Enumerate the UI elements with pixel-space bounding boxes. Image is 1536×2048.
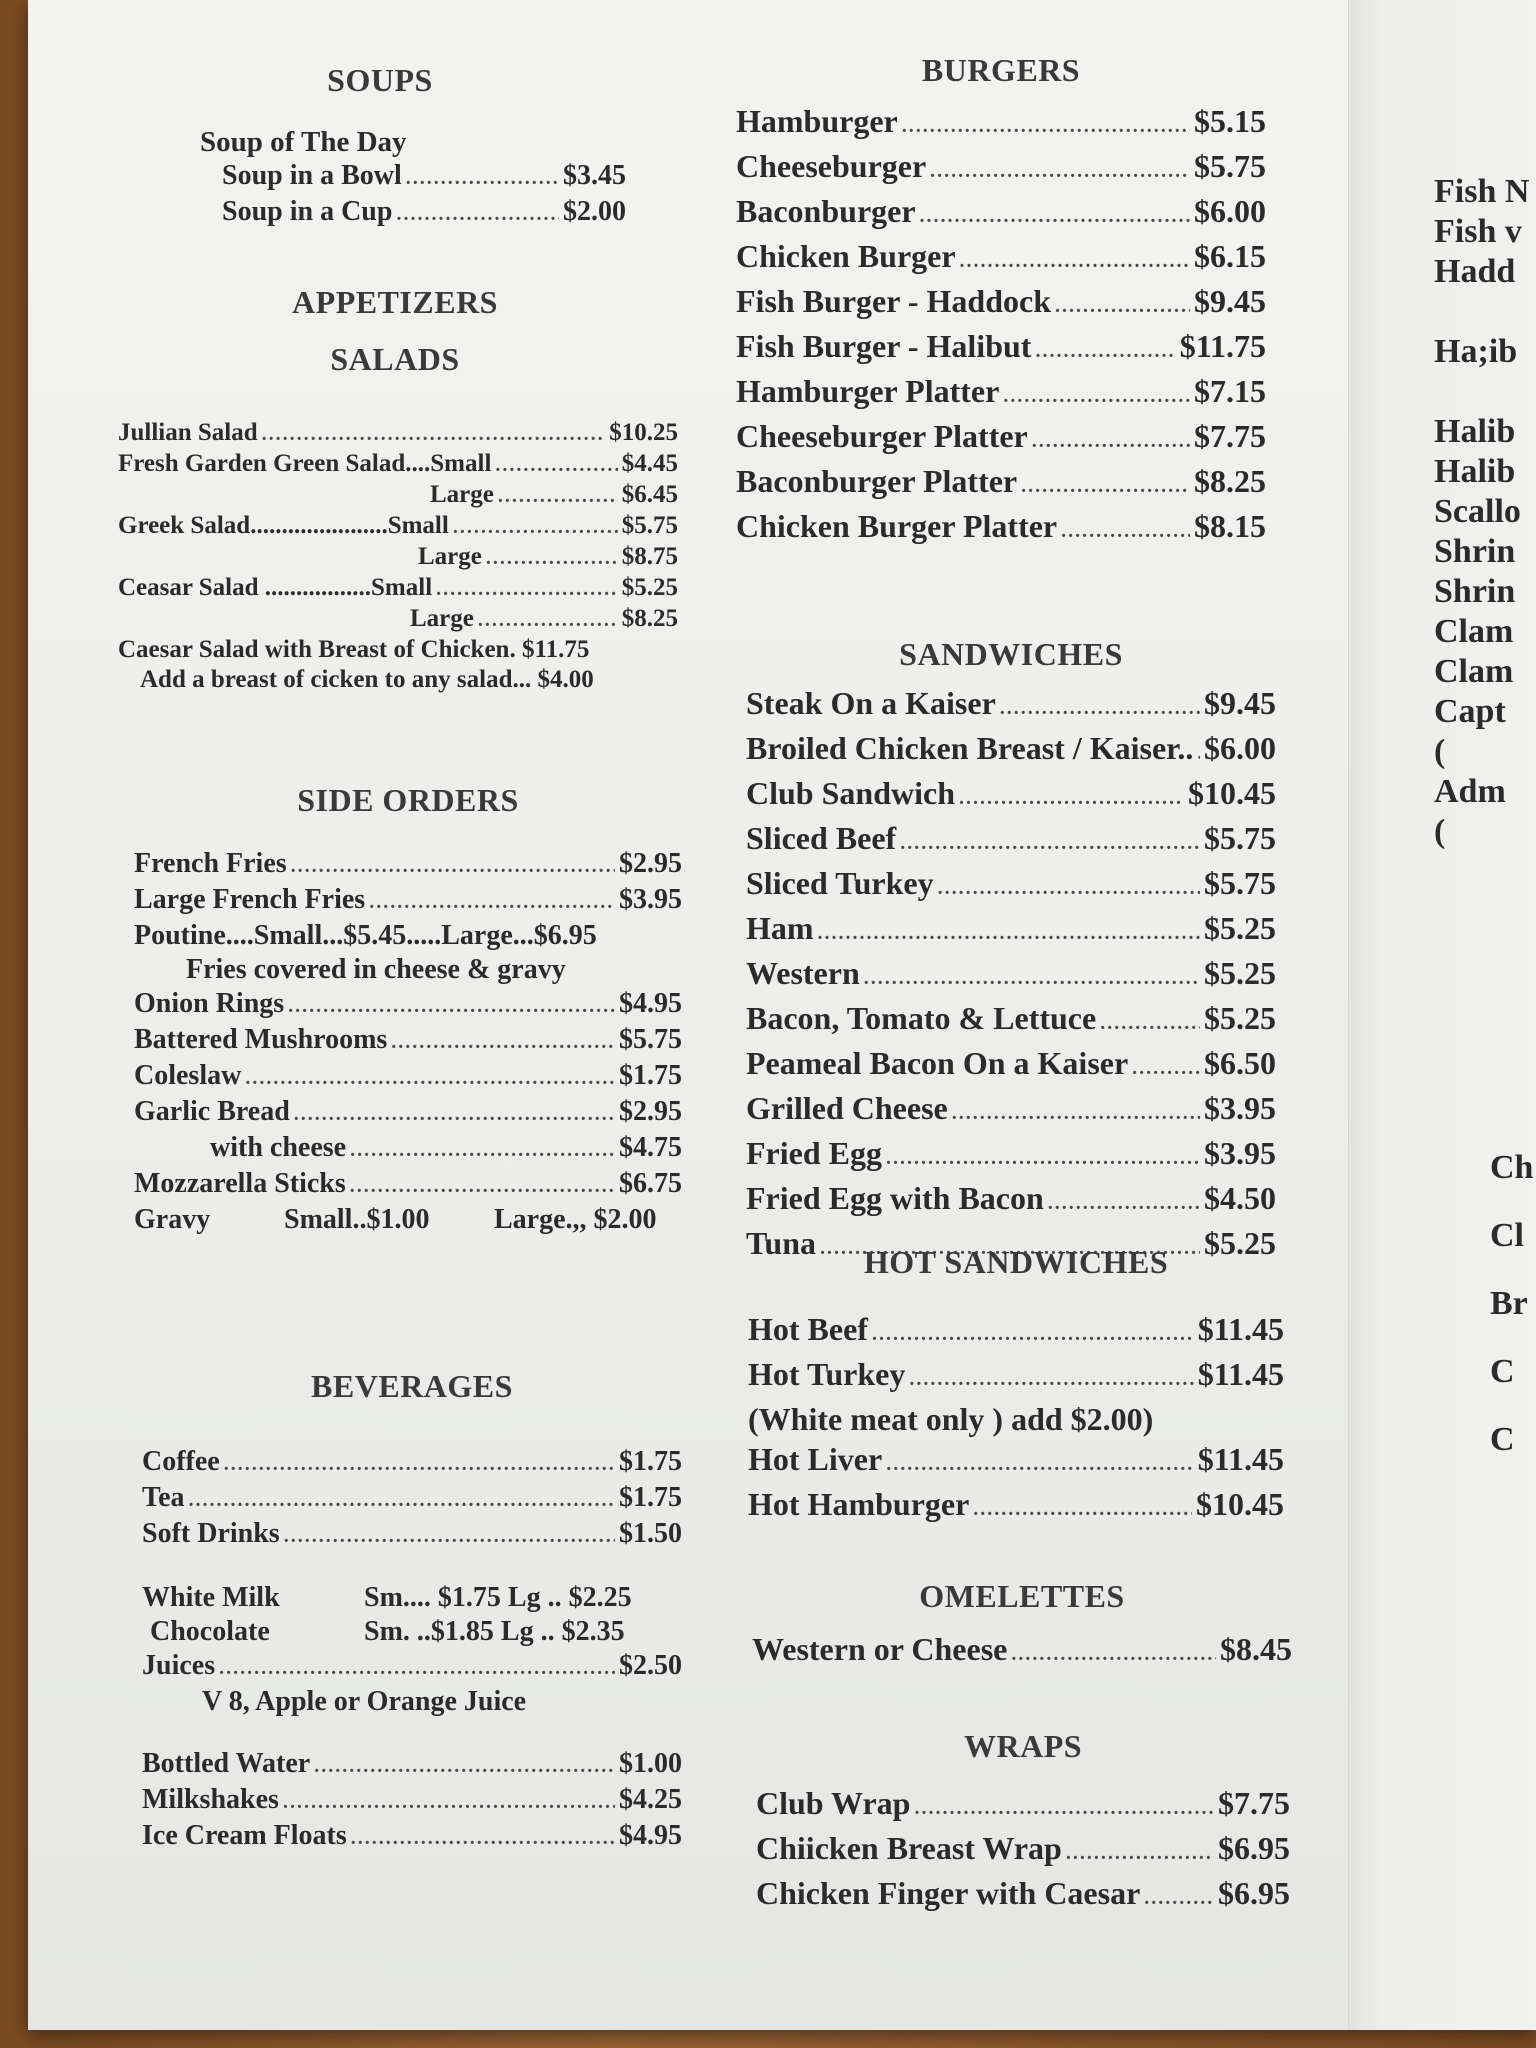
juices-price: $2.50	[619, 1650, 682, 1681]
leader-dots	[952, 1093, 1200, 1133]
burger-item-row	[736, 416, 1266, 461]
sandwich-item-row	[746, 908, 1276, 953]
leader-dots	[1132, 1048, 1200, 1088]
cutoff-text: Halib	[1434, 453, 1516, 490]
cutoff-text: Halib	[1434, 413, 1516, 450]
leader-dots	[294, 1097, 615, 1131]
side-order-item-row	[134, 1023, 682, 1059]
sandwich-item-name: Peameal Bacon On a Kaiser	[746, 1045, 1129, 1081]
sandwich-item-row	[746, 773, 1276, 818]
salad-item-row	[118, 480, 678, 511]
burger-item-row	[736, 101, 1266, 146]
leader-dots	[396, 197, 559, 231]
salad-item-name: Large	[430, 481, 494, 508]
leader-dots	[1055, 286, 1190, 326]
cutoff-text: Ha;ib	[1434, 333, 1518, 370]
leader-dots	[1000, 688, 1200, 728]
burger-item-price: $5.75	[1194, 148, 1266, 184]
beverage-item-price: $1.75	[619, 1482, 682, 1513]
burger-item-price: $9.45	[1194, 283, 1266, 319]
beverage-item-row	[142, 1747, 682, 1783]
sandwich-item-row	[746, 1088, 1276, 1133]
side-order-item-price: $2.95	[619, 848, 682, 879]
leader-dots	[1048, 1183, 1200, 1223]
beverage-item-name: Ice Cream Floats	[142, 1820, 347, 1851]
side-order-item-name: Coleslaw	[134, 1060, 242, 1091]
salad-item-price: $10.25	[609, 419, 678, 446]
side-order-item-name: Onion Rings	[134, 988, 285, 1019]
leader-dots	[1021, 466, 1190, 506]
omelettes-heading: OMELETTES	[919, 1578, 1125, 1614]
leader-dots	[369, 885, 615, 919]
sandwich-item-name: Steak On a Kaiser	[746, 685, 996, 721]
salad-item-row	[118, 511, 678, 542]
cutoff-text: Fish v	[1434, 213, 1522, 250]
sandwich-item-price: $5.75	[1204, 865, 1276, 901]
sandwich-item-price: $6.00	[1204, 730, 1276, 766]
juices-label: Juices	[142, 1650, 216, 1681]
burger-item-name: Baconburger	[736, 193, 916, 229]
sandwich-item-price: $5.75	[1204, 820, 1276, 856]
burger-item-name: Chicken Burger	[736, 238, 956, 274]
poutine-note: Fries covered in cheese & gravy	[186, 954, 566, 985]
leader-dots	[350, 1169, 615, 1203]
leader-dots	[900, 823, 1200, 863]
burger-item-row	[736, 371, 1266, 416]
sandwich-item-name: Fried Egg with Bacon	[746, 1180, 1044, 1216]
burger-item-name: Fish Burger - Halibut	[736, 328, 1032, 364]
hot-sandwich-item-name: Hot Hamburger	[748, 1486, 970, 1522]
wrap-item-name: Club Wrap	[756, 1785, 911, 1821]
leader-dots	[938, 868, 1200, 908]
leader-dots	[314, 1749, 615, 1783]
wrap-item-name: Chiicken Breast Wrap	[756, 1830, 1062, 1866]
beverage-item-name: Milkshakes	[142, 1784, 279, 1815]
leader-dots	[1066, 1833, 1214, 1873]
cutoff-text: Adm	[1434, 773, 1506, 810]
leader-dots	[909, 1359, 1193, 1399]
sandwich-item-row	[746, 683, 1276, 728]
beverage-item-price: $4.95	[619, 1820, 682, 1851]
beverage-item-row	[142, 1517, 682, 1553]
side-order-item-price: $6.75	[619, 1168, 682, 1199]
side-order-item-row	[134, 1167, 682, 1203]
soup-item-name: Soup in a Bowl	[222, 160, 402, 191]
hot-sandwich-item-price: $11.45	[1197, 1311, 1284, 1347]
leader-dots	[818, 913, 1200, 953]
white-milk-label: White Milk	[142, 1582, 280, 1613]
side-order-item-row	[134, 987, 682, 1023]
burger-item-price: $6.15	[1194, 238, 1266, 274]
hot-sandwich-item-price: $10.45	[1196, 1486, 1284, 1522]
hot-sandwich-item-row	[748, 1484, 1284, 1529]
burger-item-price: $11.75	[1179, 328, 1266, 364]
burger-item-price: $6.00	[1194, 193, 1266, 229]
beverage-item-row	[142, 1481, 682, 1517]
cutoff-text: Shrin	[1434, 533, 1516, 570]
beverages-heading: BEVERAGES	[311, 1368, 513, 1404]
cutoff-text: Cl	[1490, 1217, 1524, 1254]
sandwich-item-name: Broiled Chicken Breast / Kaiser..	[746, 730, 1194, 766]
burger-item-price: $8.15	[1194, 508, 1266, 544]
beverage-item-price: $1.50	[619, 1518, 682, 1549]
beverage-item-price: $1.00	[619, 1748, 682, 1779]
sandwich-item-name: Club Sandwich	[746, 775, 955, 811]
beverage-item-name: Bottled Water	[142, 1748, 311, 1779]
wrap-item-row	[756, 1828, 1290, 1873]
cutoff-text: (	[1434, 813, 1446, 850]
side-order-item-name: French Fries	[134, 848, 287, 879]
salads-heading: SALADS	[330, 341, 460, 377]
beverage-item-price: $4.25	[619, 1784, 682, 1815]
juices-row	[142, 1649, 682, 1685]
sandwich-item-row	[746, 1043, 1276, 1088]
poutine-line: Poutine....Small...$5.45.....Large...$6.95	[134, 920, 597, 951]
leader-dots	[960, 241, 1190, 281]
burger-item-row	[736, 191, 1266, 236]
salad-item-row	[118, 573, 678, 604]
burger-item-row	[736, 506, 1266, 551]
burger-item-row	[736, 146, 1266, 191]
hot-sandwich-item-name: Hot Turkey	[748, 1356, 906, 1392]
burger-item-name: Baconburger Platter	[736, 463, 1018, 499]
sandwich-item-price: $4.50	[1204, 1180, 1276, 1216]
side-order-item-price: $2.95	[619, 1096, 682, 1127]
juice-note: V 8, Apple or Orange Juice	[202, 1686, 527, 1717]
leader-dots	[872, 1314, 1194, 1354]
side-order-item-name: Mozzarella Sticks	[134, 1168, 346, 1199]
side-order-item-name: with cheese	[210, 1132, 347, 1163]
burger-item-row	[736, 236, 1266, 281]
beverage-item-row	[142, 1783, 682, 1819]
leader-dots	[930, 151, 1190, 191]
salad-item-row	[118, 542, 678, 573]
side-order-item-row	[134, 883, 682, 919]
soups-section	[200, 62, 640, 231]
hot-sandwich-item-price: $11.45	[1197, 1356, 1284, 1392]
leader-dots	[436, 574, 618, 604]
wrap-item-price: $6.95	[1218, 1830, 1290, 1866]
burger-item-name: Hamburger Platter	[736, 373, 1000, 409]
cutoff-text: Scallo	[1434, 493, 1521, 530]
sandwich-item-price: $9.45	[1204, 685, 1276, 721]
omelette-item-price: $8.45	[1220, 1631, 1292, 1667]
wrap-item-price: $7.75	[1218, 1785, 1290, 1821]
side-order-item-row	[134, 1131, 682, 1167]
beverages-section	[142, 1368, 682, 1855]
leader-dots	[1197, 733, 1200, 773]
side-order-item-row	[134, 1095, 682, 1131]
sandwich-item-row	[746, 863, 1276, 908]
omelette-item-name: Western or Cheese	[752, 1631, 1008, 1667]
salad-item-name: Jullian Salad	[118, 419, 258, 446]
burger-item-row	[736, 461, 1266, 506]
side-order-item-row	[134, 847, 682, 883]
burger-item-price: $7.75	[1194, 418, 1266, 454]
leader-dots	[291, 849, 615, 883]
side-order-item-name: Battered Mushrooms	[134, 1024, 388, 1055]
side-order-item-row	[134, 1059, 682, 1095]
sandwich-item-price: $5.25	[1204, 1000, 1276, 1036]
sandwich-item-price: $10.45	[1188, 775, 1276, 811]
sandwich-item-row	[746, 953, 1276, 998]
sandwich-item-price: $3.95	[1204, 1135, 1276, 1171]
sandwich-item-name: Grilled Cheese	[746, 1090, 948, 1126]
salad-item-price: $5.25	[621, 574, 678, 601]
beverage-item-price: $1.75	[619, 1446, 682, 1477]
cutoff-text: Clam	[1434, 613, 1514, 650]
leader-dots	[902, 106, 1190, 146]
salad-item-price: $8.25	[621, 605, 678, 632]
chocolate-label: Chocolate	[150, 1616, 270, 1647]
leader-dots	[245, 1061, 615, 1095]
sandwich-item-name: Ham	[746, 910, 814, 946]
gravy-label: Gravy	[134, 1204, 211, 1235]
salad-item-name: Large	[410, 605, 474, 632]
omelette-item-row	[752, 1629, 1292, 1674]
leader-dots	[486, 543, 618, 573]
side-order-item-price: $1.75	[619, 1060, 682, 1091]
sandwich-item-name: Bacon, Tomato & Lettuce	[746, 1000, 1097, 1036]
leader-dots	[478, 605, 618, 635]
leader-dots	[262, 419, 606, 449]
soup-item-price: $2.00	[563, 196, 626, 227]
cutoff-panel	[1434, 172, 1536, 852]
leader-dots	[914, 1788, 1214, 1828]
beverage-item-row	[142, 1819, 682, 1855]
hot-sandwich-item-row	[748, 1309, 1284, 1354]
side-orders-section	[134, 782, 682, 1237]
leader-dots	[224, 1447, 615, 1481]
leader-dots	[886, 1444, 1194, 1484]
leader-dots	[391, 1025, 615, 1059]
cutoff-text: Clam	[1434, 653, 1514, 690]
chocolate-prices: Sm. ..$1.85 Lg .. $2.35	[364, 1616, 625, 1647]
burger-item-row	[736, 281, 1266, 326]
wraps-heading: WRAPS	[963, 1728, 1083, 1764]
gravy-large: Large.,, $2.00	[494, 1204, 657, 1235]
leader-dots	[495, 450, 617, 480]
burgers-heading: BURGERS	[921, 52, 1081, 88]
sandwich-item-row	[746, 728, 1276, 773]
sandwich-item-price: $6.50	[1204, 1045, 1276, 1081]
sandwiches-section	[746, 636, 1276, 1268]
beverage-item-name: Coffee	[142, 1446, 220, 1477]
hot-sandwich-item-row	[748, 1439, 1284, 1484]
add-chicken-line: Add a breast of cicken to any salad... $4.00	[140, 666, 594, 693]
gravy-small: Small..$1.00	[284, 1204, 430, 1235]
appetizers-heading: APPETIZERS	[292, 284, 498, 320]
leader-dots	[498, 481, 618, 511]
sandwich-item-row	[746, 998, 1276, 1043]
beverage-item-name: Tea	[142, 1482, 185, 1513]
leader-dots	[1003, 376, 1190, 416]
burger-item-row	[736, 326, 1266, 371]
leader-dots	[284, 1519, 615, 1553]
leader-dots	[973, 1489, 1192, 1529]
side-order-item-name: Large French Fries	[134, 884, 366, 915]
gravy-row	[134, 1203, 682, 1237]
side-order-item-price: $4.75	[619, 1132, 682, 1163]
cutoff-text	[1434, 372, 1536, 412]
beverage-item-name: Soft Drinks	[142, 1518, 280, 1549]
leader-dots	[1011, 1634, 1216, 1674]
hot-sandwich-item-price: $11.45	[1197, 1441, 1284, 1477]
salad-item-price: $8.75	[621, 543, 678, 570]
burger-item-price: $5.15	[1194, 103, 1266, 139]
sandwich-item-name: Tuna	[746, 1225, 816, 1261]
leader-dots	[864, 958, 1200, 998]
cutoff-text: C	[1490, 1421, 1515, 1458]
salad-item-row	[118, 449, 678, 480]
sandwich-item-name: Sliced Turkey	[746, 865, 934, 901]
hot-sandwich-item-row	[748, 1354, 1284, 1399]
beverage-item-row	[142, 1445, 682, 1481]
side-order-item-name: Garlic Bread	[134, 1096, 290, 1127]
burger-item-price: $8.25	[1194, 463, 1266, 499]
soups-heading: SOUPS	[327, 62, 433, 98]
sandwich-item-row	[746, 1133, 1276, 1178]
salad-item-row	[118, 604, 678, 635]
leader-dots	[288, 989, 615, 1023]
hot-sandwich-item-name: Hot Beef	[748, 1311, 868, 1347]
hot-sandwiches-heading: HOT SANDWICHES	[863, 1244, 1169, 1280]
leader-dots	[283, 1785, 615, 1819]
salad-item-name: Large	[418, 543, 482, 570]
salad-item-price: $4.45	[621, 450, 678, 477]
burger-item-name: Cheeseburger	[736, 148, 927, 184]
wrap-item-name: Chicken Finger with Caesar	[756, 1875, 1141, 1911]
side-orders-heading: SIDE ORDERS	[297, 782, 519, 818]
sandwich-item-row	[746, 818, 1276, 863]
chocolate-row	[142, 1615, 682, 1649]
leader-dots	[219, 1651, 615, 1685]
soup-item-price: $3.45	[563, 160, 626, 191]
wrap-item-row	[756, 1783, 1290, 1828]
salad-item-name: Greek Salad......................Small	[118, 512, 449, 539]
burger-item-price: $7.15	[1194, 373, 1266, 409]
hot-sandwich-item-name: Hot Liver	[748, 1441, 883, 1477]
burger-item-name: Cheeseburger Platter	[736, 418, 1028, 454]
leader-dots	[350, 1133, 615, 1167]
cutoff-text: Capt	[1434, 693, 1506, 730]
leader-dots	[406, 161, 559, 195]
side-order-item-price: $5.75	[619, 1024, 682, 1055]
salads-section	[118, 418, 678, 695]
soup-item-row	[222, 195, 626, 231]
sandwich-item-name: Fried Egg	[746, 1135, 882, 1171]
sandwich-item-row	[746, 1178, 1276, 1223]
leader-dots	[886, 1138, 1200, 1178]
leader-dots	[1035, 331, 1175, 371]
leader-dots	[959, 778, 1184, 818]
salad-item-price: $5.75	[621, 512, 678, 539]
cutoff-text: Shrin	[1434, 573, 1516, 610]
side-order-item-price: $3.95	[619, 884, 682, 915]
leader-dots	[189, 1483, 615, 1517]
soup-item-row	[222, 159, 626, 195]
leader-dots	[351, 1821, 615, 1855]
wraps-section	[756, 1728, 1290, 1918]
sandwich-item-price: $5.25	[1204, 1225, 1276, 1261]
hot-turkey-note: (White meat only ) add $2.00)	[748, 1401, 1154, 1437]
white-milk-row	[142, 1581, 682, 1615]
burgers-section	[736, 52, 1266, 551]
leader-dots	[1061, 511, 1190, 551]
salad-item-row	[118, 418, 678, 449]
burger-item-name: Hamburger	[736, 103, 898, 139]
leader-dots	[1144, 1878, 1214, 1918]
salad-item-price: $6.45	[621, 481, 678, 508]
wrap-item-row	[756, 1873, 1290, 1918]
sandwich-item-price: $3.95	[1204, 1090, 1276, 1126]
side-order-item-price: $4.95	[619, 988, 682, 1019]
burger-item-name: Chicken Burger Platter	[736, 508, 1058, 544]
white-milk-prices: Sm.... $1.75 Lg .. $2.25	[364, 1582, 632, 1613]
sandwich-item-name: Western	[746, 955, 860, 991]
cutoff-panel-lower	[1490, 1134, 1536, 1474]
cutoff-text: C	[1490, 1353, 1515, 1390]
salad-item-name: Ceasar Salad .................Small	[118, 574, 433, 601]
soup-of-day-label: Soup of The Day	[200, 126, 407, 158]
sandwiches-heading: SANDWICHES	[899, 636, 1123, 672]
leader-dots	[453, 512, 618, 542]
cutoff-text	[1434, 292, 1536, 332]
caesar-chicken-line: Caesar Salad with Breast of Chicken. $11.75	[118, 636, 590, 663]
salad-item-name: Fresh Garden Green Salad....Small	[118, 450, 492, 477]
cutoff-text: Hadd	[1434, 253, 1516, 290]
hot-sandwiches-section	[748, 1244, 1284, 1529]
cutoff-text: Br	[1490, 1285, 1528, 1322]
wrap-item-price: $6.95	[1218, 1875, 1290, 1911]
cutoff-text: Fish N	[1434, 173, 1530, 210]
leader-dots	[920, 196, 1190, 236]
cutoff-text: (	[1434, 733, 1446, 770]
burger-item-name: Fish Burger - Haddock	[736, 283, 1051, 319]
sandwich-item-price: $5.25	[1204, 910, 1276, 946]
sandwich-item-name: Sliced Beef	[746, 820, 897, 856]
leader-dots	[1100, 1003, 1200, 1043]
soup-item-name: Soup in a Cup	[222, 196, 393, 227]
leader-dots	[1032, 421, 1190, 461]
cutoff-text: Ch	[1490, 1149, 1534, 1186]
sandwich-item-price: $5.25	[1204, 955, 1276, 991]
appetizers-section	[100, 284, 720, 378]
omelettes-section	[752, 1578, 1292, 1674]
